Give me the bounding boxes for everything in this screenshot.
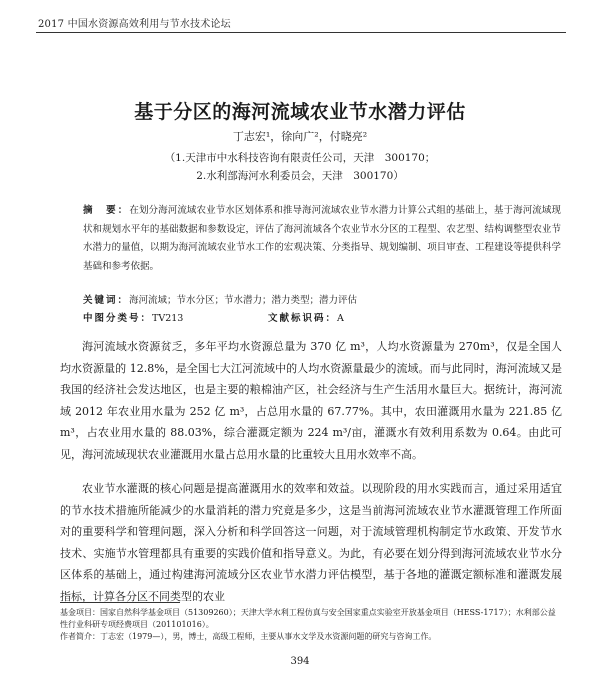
abstract	[83, 202, 561, 276]
author-list: 丁志宏¹，徐向广²，付晓亮²	[232, 130, 368, 143]
abstract-label: 摘 要：	[83, 205, 130, 216]
body-paragraph-1: 海河流域水资源贫乏，多年平均水资源总量为 370 亿 m³，人均水资源量为 270m³，仅是全国人均水资源量的 12.8%，是全国七大江河流域中的人均水资源量最少的流域。而与此同时，海河流域又是我国的经济社会发达地区，也是主要的粮棉油产区，社会经济与生产生活用水量巨大。据统计，海河流域 2012 年农业用水量为 252 亿 m³，占总用水量的 67.77%。其中，农田灌溉用水量为 221.85 亿 m³，占农业用水量的 88.03%，综合灌溉定额为 224 m³/亩，灌溉水有效利用系数为 0.64。由此可见，海河流域现状农业灌溉用水量占总用水量的比重较大且用水效率不高。	[60, 340, 562, 461]
keywords-text: 海河流域；节水分区；节水潜力；潜力类型；潜力评估	[129, 295, 358, 306]
clc-value: TV213	[152, 313, 184, 324]
keywords-label: 关键词：	[83, 295, 130, 306]
doc-code-label: 文献标识码：	[268, 313, 338, 324]
footnote-rule	[60, 602, 180, 603]
classification-row	[83, 310, 561, 324]
affiliation-2: 2.水利部海河水利委员会，天津 300170）	[196, 170, 404, 182]
paper-title: 基于分区的海河流域农业节水潜力评估	[134, 101, 466, 123]
document-code	[268, 310, 344, 324]
body-paragraph-2: 农业节水灌溉的核心问题是提高灌溉用水的效率和效益。以现阶段的用水实践而言，通过采用适宜的节水技术措施所能减少的水量消耗的潜力究竟是多少，这是当前海河流域农业节水灌溉管理工作所面对的重要科学和管理问题，深入分析和科学回答这一问题，对于流域管理机构制定节水政策、开发节水技术、实施节水管理都具有重要的实践价值和指导意义。为此，有必要在划分得到海河流域农业节水分区体系的基础上，通过构建海河流域分区农业节水潜力评估模型，基于各地的灌溉定额标准和灌溉发展指标，计算各分区不同类型的农业	[60, 482, 562, 603]
doc-code-value: A	[337, 313, 344, 324]
running-header: 2017 中国水资源高效利用与节水技术论坛	[38, 19, 231, 30]
footnotes	[60, 607, 562, 643]
abstract-text: 在划分海河流域农业节水区划体系和推导海河流域农业节水潜力计算公式组的基础上，基于海河流域现状和规划水平年的基础数据和参数设定，评估了海河流域各个农业节水分区的工程型、农艺型、结构调整型农业节水潜力的量值，以期为海河流域农业节水工作的宏观决策、分类指导、规划编制、项目审查、工程建设等提供科学基础和参考依据。	[83, 205, 561, 272]
affiliation-1: （1.天津市中水科技咨询有限责任公司，天津 300170；	[164, 152, 436, 164]
keywords	[83, 292, 561, 306]
page-number: 394	[290, 656, 310, 667]
footnote-funding: 基金项目：国家自然科学基金项目（51309260）；天津大学水利工程仿真与安全国家重点实验室开放基金项目（HESS-1717）；水利部公益性行业科研专项经费项目（201101016）。	[60, 608, 556, 629]
header-rule	[36, 32, 566, 33]
clc-label: 中图分类号：	[83, 313, 153, 324]
footnote-author: 作者简介：丁志宏（1979—），男，博士，高级工程师，主要从事水文学及水资源问题的研究与咨询工作。	[60, 632, 437, 641]
